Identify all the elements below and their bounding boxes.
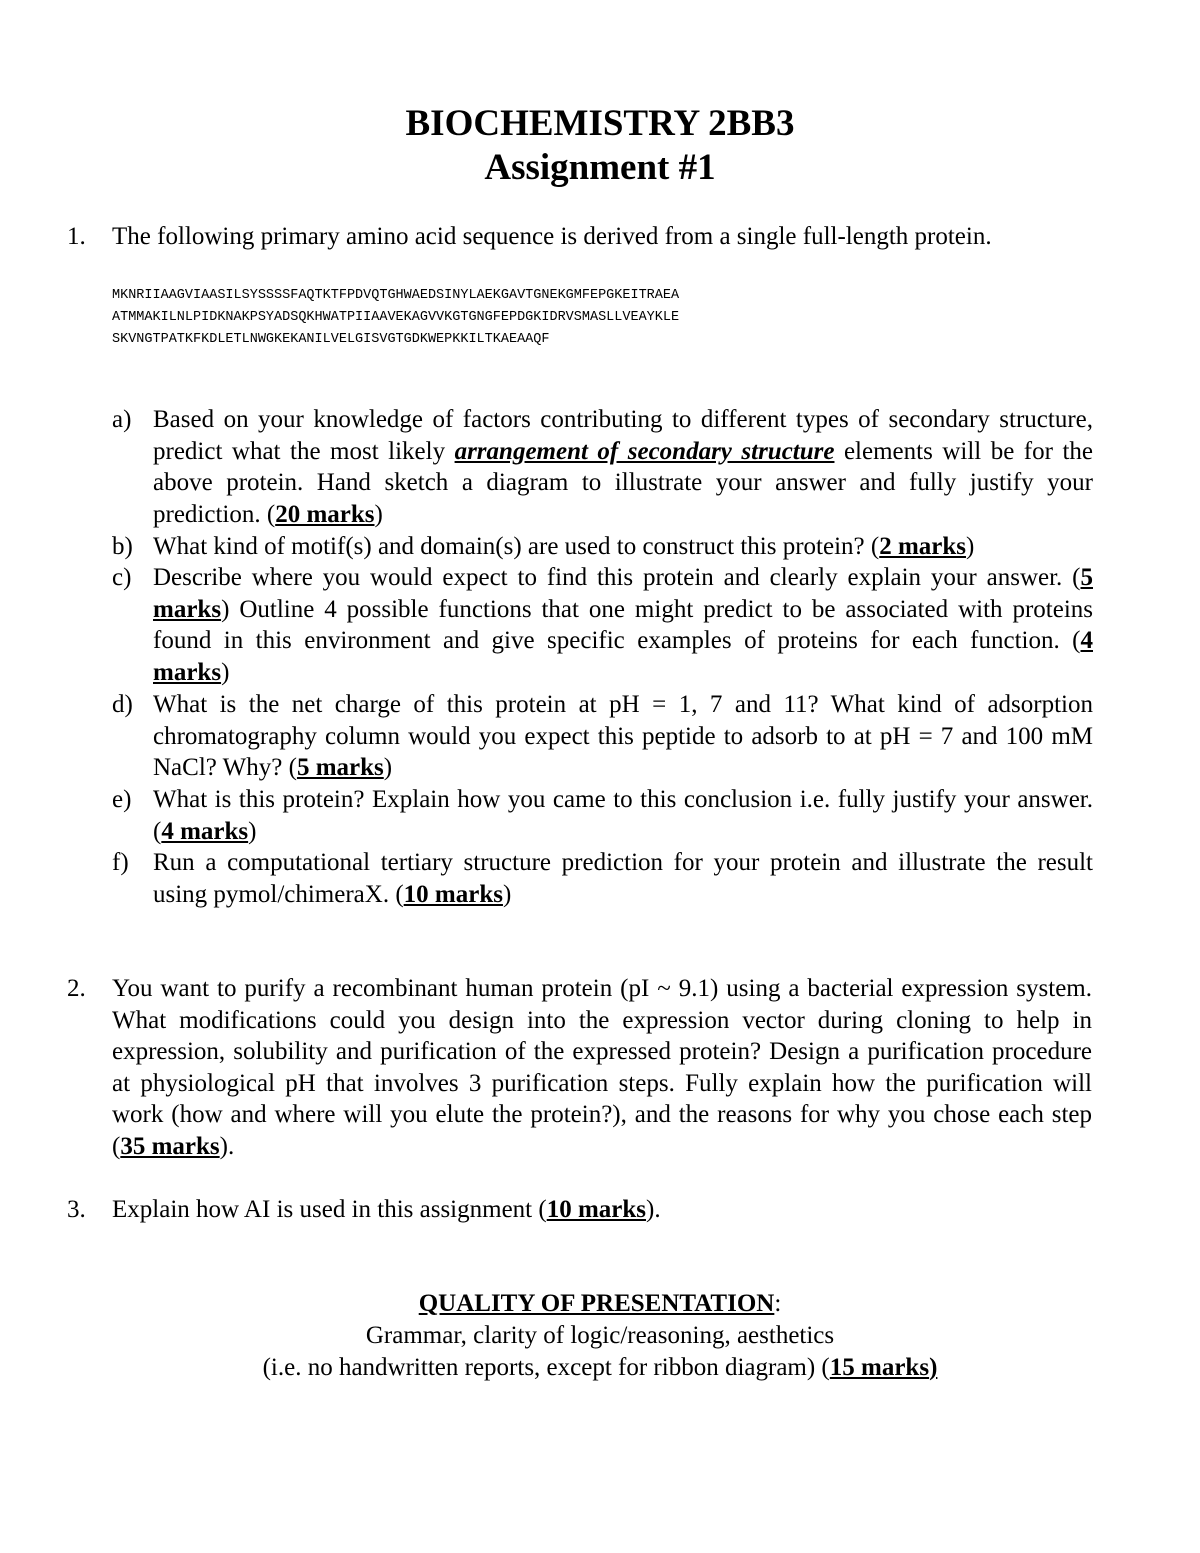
question-1d-label: d)	[112, 691, 133, 718]
question-3-text: Explain how AI is used in this assignment (10 marks).	[112, 1196, 661, 1223]
question-1a-label: a)	[112, 406, 132, 433]
question-1c-label: c)	[112, 564, 132, 591]
question-1-text: The following primary amino acid sequence is derived from a single full-length protein.	[112, 223, 992, 250]
question-1-number: 1.	[67, 223, 86, 250]
marks-badge: 10 marks	[403, 880, 503, 908]
marks-badge: 15 marks	[829, 1354, 930, 1381]
presentation-criteria: Grammar, clarity of logic/reasoning, aesthetics	[365, 1322, 835, 1349]
marks-badge: 5 marks	[296, 754, 384, 781]
question-2-number: 2.	[67, 975, 86, 1002]
marks-badge: 20 marks	[275, 500, 375, 528]
marks-badge: 4 marks	[153, 627, 1093, 686]
marks-badge: 5 marks	[153, 564, 1093, 623]
question-1c-text: Describe where you would expect to find this protein and clearly explain your answer. (5 marks) Outline 4 possible functions that one might predict to be associated with proteins found in this environment and give specific examples of proteins for each function. (4 marks)	[153, 564, 1093, 686]
question-1e-text: What is this protein? Explain how you came to this conclusion i.e. fully justify your answer. (4 marks)	[153, 786, 1093, 845]
marks-badge: 10 marks	[546, 1196, 647, 1223]
question-1f-label: f)	[112, 849, 129, 876]
question-1b-label: b)	[112, 533, 133, 560]
question-1f-text: Run a computational tertiary structure prediction for your protein and illustrate the result using pymol/chimeraX. (10 marks)	[153, 849, 1093, 908]
sequence-line-2: ATMMAKILNLPIDKNAKPSYADSQKHWATPIIAAVEKAGVVKGTGNGFEPDGKIDRVSMASLLVEAYKLE	[112, 310, 680, 325]
question-1d-text: What is the net charge of this protein at pH = 1, 7 and 11? What kind of adsorption chromatography column would you expect this peptide to adsorb to at pH = 7 and 100 mM NaCl? Why? (5 marks)	[153, 691, 1093, 781]
amino-acid-sequence	[112, 285, 679, 351]
emphasis-secondary-structure: arrangement of secondary structure	[454, 437, 835, 465]
sequence-line-1: MKNRIIAAGVIAASILSYSSSSFAQTKTFPDVQTGHWAEDSINYLAEKGAVTGNEKGMFEPGKEITRAEA	[112, 288, 680, 303]
question-1b-text: What kind of motif(s) and domain(s) are used to construct this protein? (2 marks)	[153, 533, 975, 560]
question-2-text: You want to purify a recombinant human protein (pI ~ 9.1) using a bacterial expression system. What modifications could you design into the expression vector during cloning to help in expression, solubility and purification of the expressed protein? Design a purification procedure at physiological pH that involves 3 purification steps. Fully explain how the purification will work (how and where will you elute the protein?), and the reasons for why you chose each step (35 marks).	[112, 975, 1092, 1160]
question-1e-label: e)	[112, 786, 132, 813]
question-3-number: 3.	[67, 1196, 86, 1223]
marks-badge: 35 marks	[120, 1132, 220, 1160]
marks-badge: 4 marks	[161, 817, 249, 845]
presentation-note: (i.e. no handwritten reports, except for ribbon diagram) (15 marks)	[262, 1354, 938, 1381]
course-title: BIOCHEMISTRY 2BB3	[405, 103, 795, 144]
presentation-heading: QUALITY OF PRESENTATION:	[418, 1290, 782, 1317]
assignment-title: Assignment #1	[484, 147, 716, 188]
question-1a-text: Based on your knowledge of factors contributing to different types of secondary structure, predict what the most likely arrangement of secondary structure elements will be for the above protein. Hand sketch a diagram to illustrate your answer and fully justify your prediction. (20 marks)	[153, 406, 1093, 528]
sequence-line-3: SKVNGTPATKFKDLETLNWGKEKANILVELGISVGTGDKWEPKKILTKAEAAQF	[112, 332, 550, 347]
marks-badge: 2 marks	[879, 533, 967, 560]
